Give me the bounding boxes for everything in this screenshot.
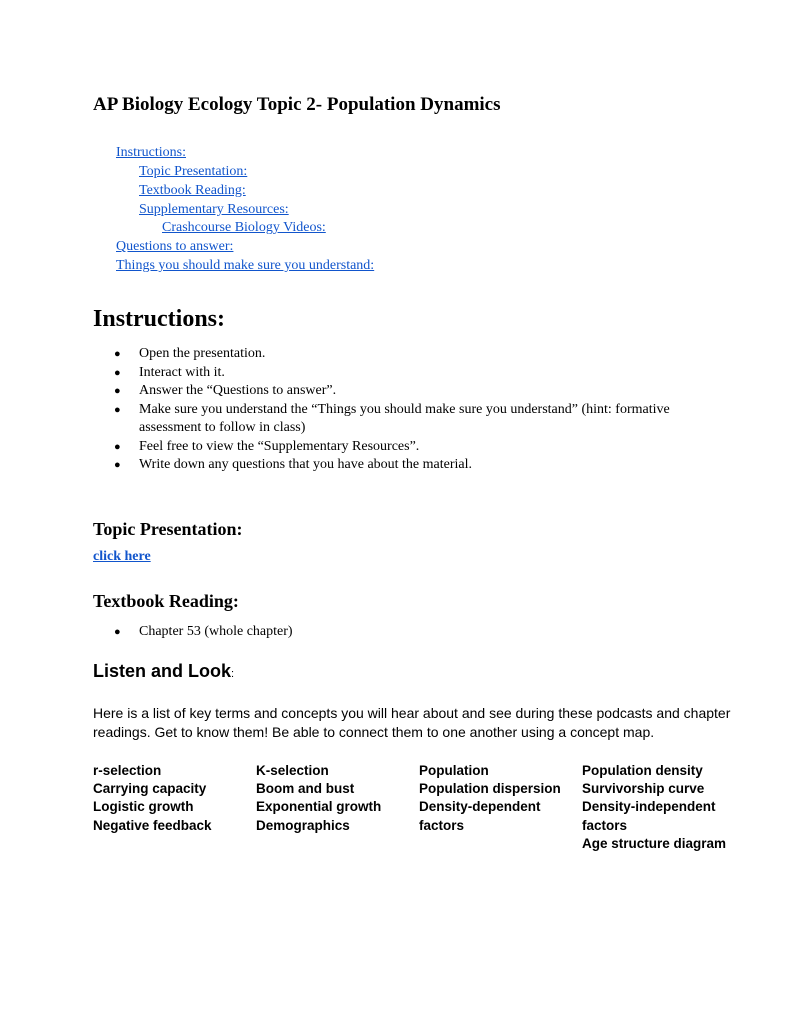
key-term: Demographics (256, 817, 350, 833)
key-terms-column-2 (256, 762, 419, 853)
key-term: Negative feedback (93, 817, 212, 833)
textbook-reading-list (93, 623, 713, 642)
list-item: ● Answer the “Questions to answer”. (93, 382, 713, 401)
key-term: r-selection (93, 763, 162, 778)
key-terms-grid (93, 762, 745, 853)
key-term: Survivorship curve (582, 781, 705, 797)
list-item: ● Feel free to view the “Supplementary Resources”. (93, 438, 713, 457)
toc-link-questions[interactable]: Questions to answer: (116, 239, 234, 254)
listen-look-intro: Here is a list of key terms and concepts you will hear about and see during these podcasts and chapter readings. Get to know them! Be able to connect them to one another using a concept map. (93, 705, 731, 740)
toc-link-textbook-reading[interactable]: Textbook Reading: (139, 183, 246, 198)
key-term: factors (582, 817, 628, 833)
listen-look-colon: : (231, 668, 235, 680)
key-term: Population dispersion (419, 781, 561, 797)
key-term: Carrying capacity (93, 781, 207, 797)
key-terms-column-1 (93, 762, 256, 853)
key-term: Boom and bust (256, 781, 355, 797)
topic-presentation-heading: Topic Presentation: (93, 519, 243, 539)
key-term: Population density (582, 763, 703, 778)
key-terms-column-4 (582, 762, 745, 853)
key-term: factors (419, 817, 465, 833)
click-here-link[interactable]: click here (93, 549, 151, 564)
key-term: Population (419, 763, 489, 778)
instructions-list (93, 345, 713, 475)
key-term: Logistic growth (93, 799, 194, 815)
key-term: Density-independent (582, 799, 716, 815)
toc-link-supplementary-resources[interactable]: Supplementary Resources: (139, 202, 289, 217)
page-title: AP Biology Ecology Topic 2- Population Dynamics (93, 94, 501, 115)
toc-link-crashcourse-videos[interactable]: Crashcourse Biology Videos: (162, 220, 326, 235)
list-item: ● Interact with it. (93, 364, 713, 383)
list-item: ● Chapter 53 (whole chapter) (93, 623, 713, 642)
key-term: Age structure diagram (582, 835, 727, 851)
list-item: ● Make sure you understand the “Things you should make sure you understand” (hint: formative assessment to follow in class) (93, 401, 713, 438)
listen-look-heading (93, 661, 234, 682)
key-term: Density-dependent (419, 799, 541, 815)
instructions-heading: Instructions: (93, 306, 226, 332)
toc-link-topic-presentation[interactable]: Topic Presentation: (139, 164, 248, 179)
toc-link-things[interactable]: Things you should make sure you understand: (116, 258, 375, 273)
key-term: K-selection (256, 763, 329, 778)
list-item: ● Write down any questions that you have about the material. (93, 456, 713, 475)
key-term: Exponential growth (256, 799, 382, 815)
key-terms-column-3 (419, 762, 582, 853)
list-item: ● Open the presentation. (93, 345, 713, 364)
listen-look-heading-text: Listen and Look (93, 661, 232, 681)
toc-link-instructions[interactable]: Instructions: (116, 145, 186, 160)
textbook-reading-heading: Textbook Reading: (93, 591, 239, 611)
